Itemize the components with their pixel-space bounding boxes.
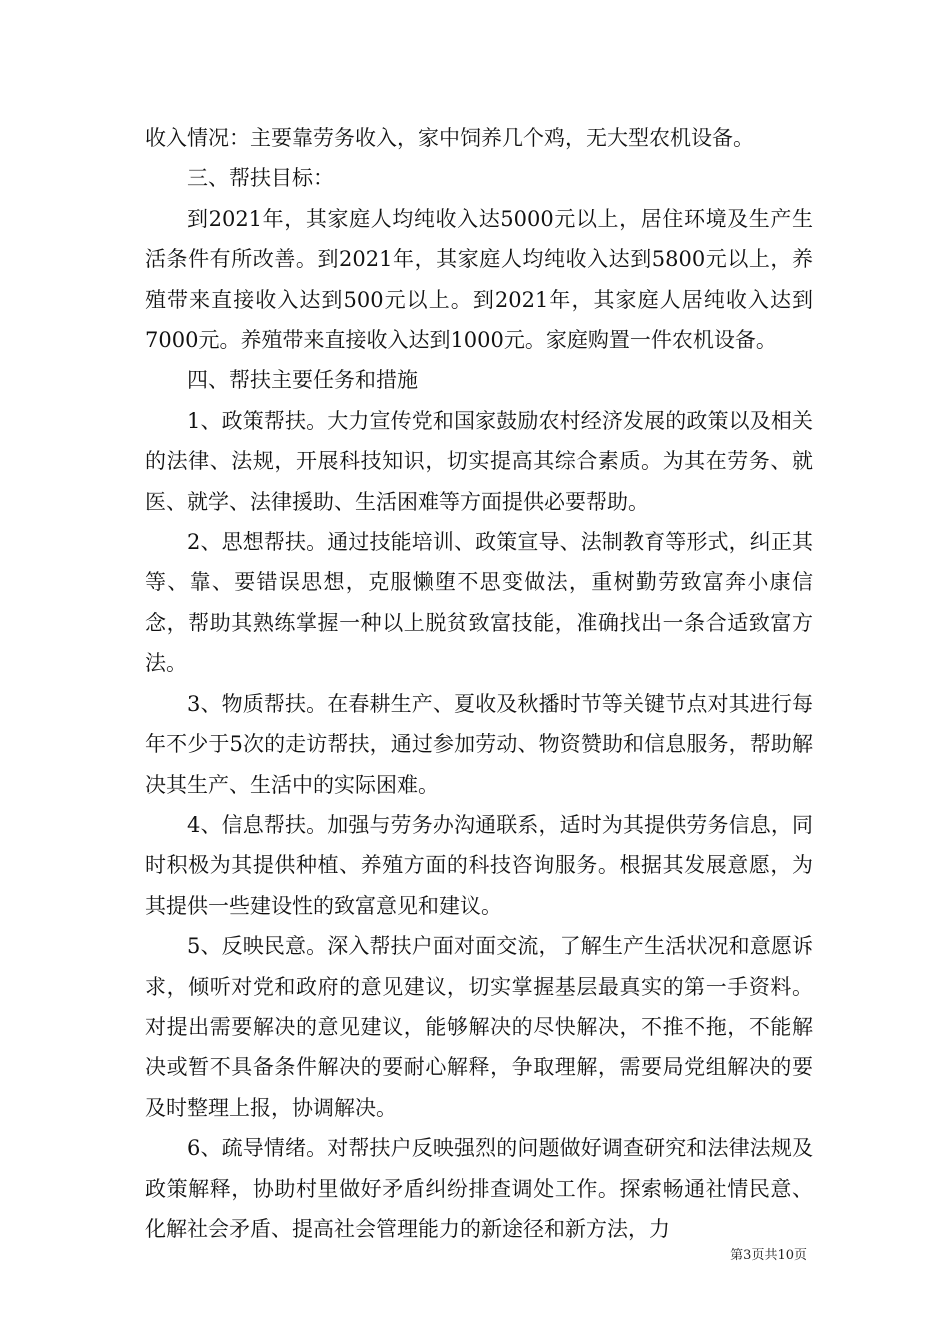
paragraph-income: 收入情况：主要靠劳务收入，家中饲养几个鸡，无大型农机设备。 (145, 126, 754, 150)
paragraph-policy-assistance: 1、政策帮扶。大力宣传党和国家鼓励农村经济发展的政策以及相关的法律、法规，开展科技知识，切实提高其综合素质。为其在劳务、就医、就学、法律援助、生活困难等方面提供必要帮助。 (145, 408, 813, 514)
heading-tasks-measures: 四、帮扶主要任务和措施 (187, 368, 418, 393)
paragraph-information-assistance: 4、信息帮扶。加强与劳务办沟通联系，适时为其提供劳务信息，同时积极为其提供种植、养殖方面的科技咨询服务。根据其发展意愿，为其提供一些建设性的致富意见和建议。 (145, 812, 813, 918)
paragraph-goals: 到2021年，其家庭人均纯收入达5000元以上，居住环境及生产生活条件有所改善。到2021年，其家庭人均纯收入达到5800元以上，养殖带来直接收入达到500元以上。到2021年，其家庭人居纯收入达到7000元。养殖带来直接收入达到1000元。家庭购置一件农机设备。 (145, 206, 813, 353)
document-body (145, 118, 813, 1249)
page-number-footer: 第3页共10页 (730, 1248, 807, 1263)
paragraph-ideological-assistance: 2、思想帮扶。通过技能培训、政策宣导、法制教育等形式，纠正其等、靠、要错误思想，克服懒堕不思变做法，重树勤劳致富奔小康信念，帮助其熟练掌握一种以上脱贫致富技能，准确找出一条合适致富方法。 (145, 530, 813, 676)
heading-assistance-goals: 三、帮扶目标： (187, 166, 334, 191)
paragraph-public-opinion: 5、反映民意。深入帮扶户面对面交流，了解生产生活状况和意愿诉求，倾听对党和政府的意见建议，切实掌握基层最真实的第一手资料。对提出需要解决的意见建议，能够解决的尽快解决，不推不拖，不能解决或暂不具备条件解决的要耐心解释，争取理解，需要局党组解决的要及时整理上报，协调解决。 (145, 934, 813, 1120)
paragraph-emotion-guidance: 6、疏导情绪。对帮扶户反映强烈的问题做好调查研究和法律法规及政策解释，协助村里做好矛盾纠纷排查调处工作。探索畅通社情民意、化解社会矛盾、提高社会管理能力的新途径和新方法，力 (145, 1136, 813, 1241)
paragraph-material-assistance: 3、物质帮扶。在春耕生产、夏收及秋播时节等关键节点对其进行每年不少于5次的走访帮扶，通过参加劳动、物资赞助和信息服务，帮助解决其生产、生活中的实际困难。 (145, 691, 813, 797)
